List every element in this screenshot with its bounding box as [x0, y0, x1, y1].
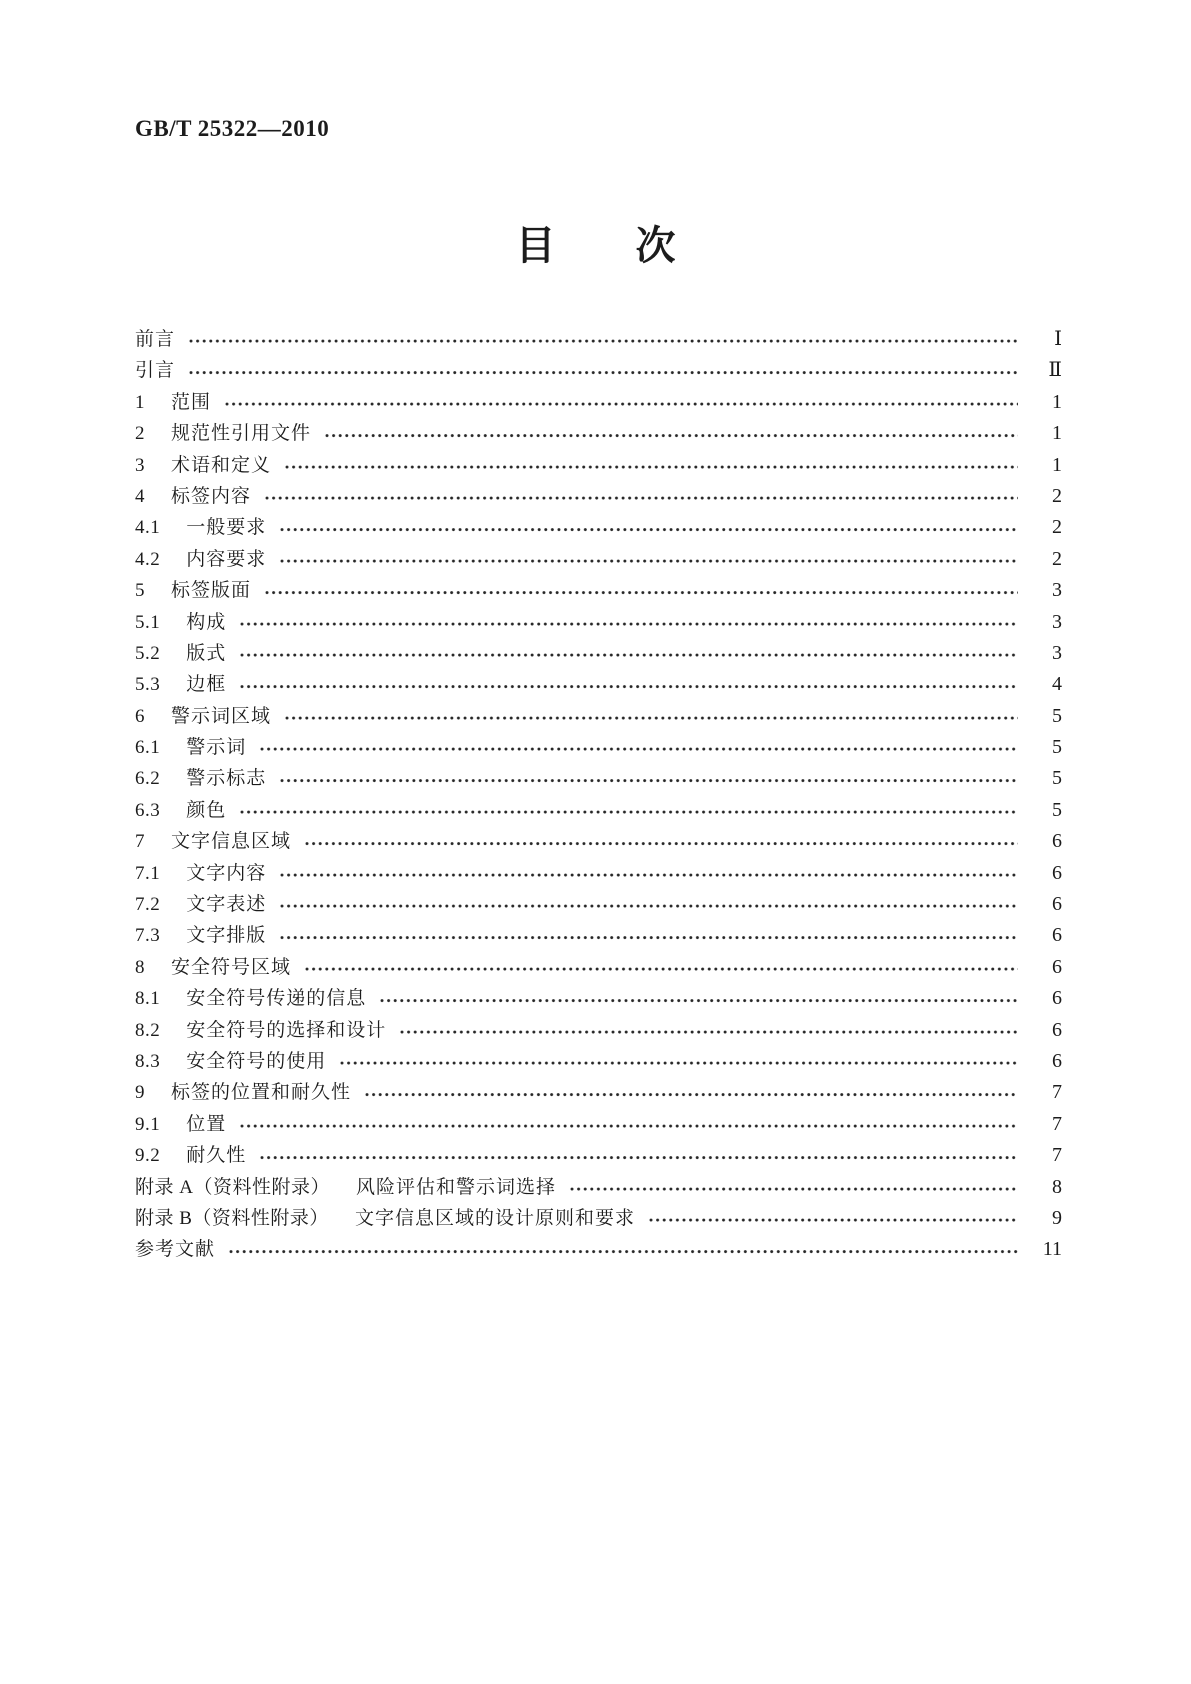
- toc-entry-page: 6: [1052, 1018, 1062, 1041]
- toc-entry-number: 9.1: [135, 1113, 161, 1135]
- toc-entry: [135, 701, 1062, 732]
- toc-entry-title: 安全符号传递的信息: [186, 988, 367, 1010]
- toc-entry: [135, 952, 1062, 983]
- toc-entry: [135, 387, 1062, 418]
- toc-entry-number: 9: [135, 1082, 145, 1104]
- toc-entry-number: 7.2: [135, 894, 161, 916]
- toc-entry-page: 8: [1052, 1175, 1062, 1198]
- toc-entry-title: 前言: [135, 329, 176, 350]
- toc-entry-number: 8: [135, 956, 145, 978]
- toc-entry-page: 2: [1052, 516, 1062, 539]
- toc-entry-title: 文字信息区域: [171, 831, 292, 853]
- dotted-leader: [399, 1015, 1018, 1046]
- toc-entry-page: 7: [1052, 1144, 1062, 1167]
- dotted-leader: [188, 324, 1018, 355]
- toc-entry-number: 5.2: [135, 642, 161, 664]
- toc-entry-title: 参考文献: [135, 1239, 216, 1261]
- toc-entry-number: 4.1: [135, 517, 161, 539]
- dotted-leader: [279, 544, 1018, 575]
- dotted-leader: [239, 669, 1018, 700]
- toc-entry-page: 3: [1052, 610, 1062, 633]
- toc-entry-title: 安全符号的使用: [186, 1050, 327, 1072]
- dotted-leader: [569, 1172, 1018, 1203]
- toc-entry-number: 6.1: [135, 737, 161, 759]
- toc-entry-page: 1: [1052, 422, 1062, 445]
- toc-entry-number: 7: [135, 831, 145, 853]
- dotted-leader: [239, 638, 1018, 669]
- toc-entry-title: 警示词区域: [171, 705, 272, 727]
- dotted-leader: [224, 387, 1018, 418]
- toc-entry: [135, 544, 1062, 575]
- toc-entry: [135, 1203, 1062, 1234]
- toc-entry-title: 内容要求: [186, 548, 267, 570]
- dotted-leader: [259, 732, 1018, 763]
- toc-entry: [135, 481, 1062, 512]
- toc-entry-page: 1: [1052, 453, 1062, 476]
- toc-entry-title: 安全符号区域: [171, 956, 292, 978]
- toc-entry-title: 警示标志: [186, 768, 267, 790]
- toc-entry: [135, 732, 1062, 763]
- toc-entry-page: 6: [1052, 861, 1062, 884]
- toc-entry-title: 文字内容: [186, 862, 267, 884]
- toc-entry: [135, 324, 1062, 355]
- toc-entry-page: 6: [1052, 1049, 1062, 1072]
- toc-entry-page: 6: [1052, 987, 1062, 1010]
- dotted-leader: [648, 1203, 1018, 1234]
- standard-number: GB/T 25322—2010: [135, 116, 330, 141]
- toc-entry-number: 1: [135, 391, 145, 413]
- toc-entry: [135, 983, 1062, 1014]
- toc-entry-title: 文字表述: [186, 894, 267, 916]
- toc-entry: [135, 450, 1062, 481]
- toc-entry-number: 2: [135, 423, 145, 445]
- toc-entry-number: 7.3: [135, 925, 161, 947]
- toc-entry-page: 6: [1052, 893, 1062, 916]
- toc-entry: [135, 607, 1062, 638]
- toc-entry: [135, 1046, 1062, 1077]
- toc-entry-number: 7.1: [135, 862, 161, 884]
- page-title: 目 次: [515, 223, 676, 268]
- toc-entry: [135, 889, 1062, 920]
- dotted-leader: [284, 450, 1018, 481]
- toc-entry-page: 6: [1052, 830, 1062, 853]
- toc-entry-page: 5: [1052, 798, 1062, 821]
- toc-entry-page: 11: [1042, 1238, 1062, 1261]
- toc-entry: [135, 638, 1062, 669]
- toc-entry-number: 8.3: [135, 1050, 161, 1072]
- toc-entry-title: 安全符号的选择和设计: [186, 1019, 387, 1041]
- toc-entry: [135, 355, 1062, 386]
- toc-entry: [135, 858, 1062, 889]
- toc-entry: [135, 826, 1062, 857]
- dotted-leader: [279, 920, 1018, 951]
- dotted-leader: [239, 795, 1018, 826]
- toc-entry-title: 规范性引用文件: [171, 423, 312, 445]
- toc-entry: [135, 1172, 1062, 1203]
- dotted-leader: [228, 1234, 1018, 1265]
- toc-entry-page: Ⅰ: [1054, 328, 1062, 350]
- toc-entry-number: 6: [135, 705, 145, 727]
- toc-entry: [135, 575, 1062, 606]
- toc-entry-number: 5.3: [135, 674, 161, 696]
- dotted-leader: [339, 1046, 1018, 1077]
- toc-entry-page: 2: [1052, 484, 1062, 507]
- toc-entry-page: 2: [1052, 547, 1062, 570]
- dotted-leader: [379, 983, 1018, 1014]
- toc-entry-page: 7: [1052, 1112, 1062, 1135]
- dotted-leader: [188, 355, 1018, 386]
- toc-entry: [135, 512, 1062, 543]
- dotted-leader: [264, 481, 1018, 512]
- toc-entry-title: 文字排版: [186, 925, 267, 947]
- toc-entry-number: 附录 A（资料性附录）: [135, 1176, 330, 1198]
- toc-entry-number: 6.2: [135, 768, 161, 790]
- toc-entry-number: 8.2: [135, 1019, 161, 1041]
- toc-entry: [135, 1077, 1062, 1108]
- toc-entry-page: 5: [1052, 704, 1062, 727]
- toc-entry-page: Ⅱ: [1048, 359, 1062, 382]
- toc-entry-number: 9.2: [135, 1145, 161, 1167]
- dotted-leader: [239, 1109, 1018, 1140]
- toc-entry: [135, 795, 1062, 826]
- toc-entry-number: 6.3: [135, 799, 161, 821]
- toc-list: [135, 324, 1062, 1266]
- toc-entry-title: 构成: [186, 611, 227, 633]
- dotted-leader: [324, 418, 1018, 449]
- dotted-leader: [279, 858, 1018, 889]
- toc-entry-title: 范围: [171, 391, 212, 413]
- toc-entry-number: 附录 B（资料性附录）: [135, 1207, 329, 1229]
- toc-entry-page: 6: [1052, 955, 1062, 978]
- toc-entry: [135, 1109, 1062, 1140]
- toc-entry-title: 标签的位置和耐久性: [171, 1082, 352, 1104]
- dotted-leader: [304, 826, 1018, 857]
- dotted-leader: [239, 607, 1018, 638]
- toc-entry-number: 5.1: [135, 611, 161, 633]
- toc-entry-title: 版式: [186, 642, 227, 664]
- toc-entry: [135, 763, 1062, 794]
- toc-entry-number: 5: [135, 580, 145, 602]
- toc-entry-title: 风险评估和警示词选择: [355, 1176, 556, 1198]
- dotted-leader: [279, 889, 1018, 920]
- toc-entry-page: 4: [1052, 673, 1062, 696]
- toc-entry-page: 3: [1052, 641, 1062, 664]
- toc-entry: [135, 418, 1062, 449]
- dotted-leader: [264, 575, 1018, 606]
- toc-entry-page: 3: [1052, 579, 1062, 602]
- toc-entry: [135, 1015, 1062, 1046]
- toc-entry-title: 耐久性: [186, 1145, 247, 1167]
- toc-entry-page: 6: [1052, 924, 1062, 947]
- toc-entry-page: 9: [1052, 1206, 1062, 1229]
- dotted-leader: [304, 952, 1018, 983]
- toc-entry: [135, 669, 1062, 700]
- dotted-leader: [284, 701, 1018, 732]
- dotted-leader: [259, 1140, 1018, 1171]
- toc-entry-page: 5: [1052, 736, 1062, 759]
- dotted-leader: [279, 512, 1018, 543]
- toc-entry-title: 标签版面: [171, 580, 252, 602]
- dotted-leader: [279, 763, 1018, 794]
- toc-entry-title: 标签内容: [171, 485, 252, 507]
- toc-entry: [135, 920, 1062, 951]
- toc-entry-number: 4.2: [135, 548, 161, 570]
- toc-entry: [135, 1140, 1062, 1171]
- toc-entry-title: 一般要求: [186, 517, 267, 539]
- toc-entry-title: 文字信息区域的设计原则和要求: [354, 1207, 635, 1229]
- toc-entry-number: 4: [135, 485, 145, 507]
- toc-entry-title: 术语和定义: [171, 454, 272, 476]
- toc-entry-title: 警示词: [186, 737, 247, 759]
- toc-entry: [135, 1234, 1062, 1265]
- toc-entry-title: 引言: [135, 360, 176, 382]
- toc-entry-page: 7: [1052, 1081, 1062, 1104]
- toc-entry-number: 3: [135, 454, 145, 476]
- toc-entry-title: 颜色: [186, 799, 227, 821]
- toc-entry-page: 5: [1052, 767, 1062, 790]
- toc-entry-title: 位置: [186, 1113, 227, 1135]
- toc-entry-number: 8.1: [135, 988, 161, 1010]
- toc-entry-page: 1: [1052, 390, 1062, 413]
- dotted-leader: [364, 1077, 1018, 1108]
- toc-entry-title: 边框: [186, 674, 227, 696]
